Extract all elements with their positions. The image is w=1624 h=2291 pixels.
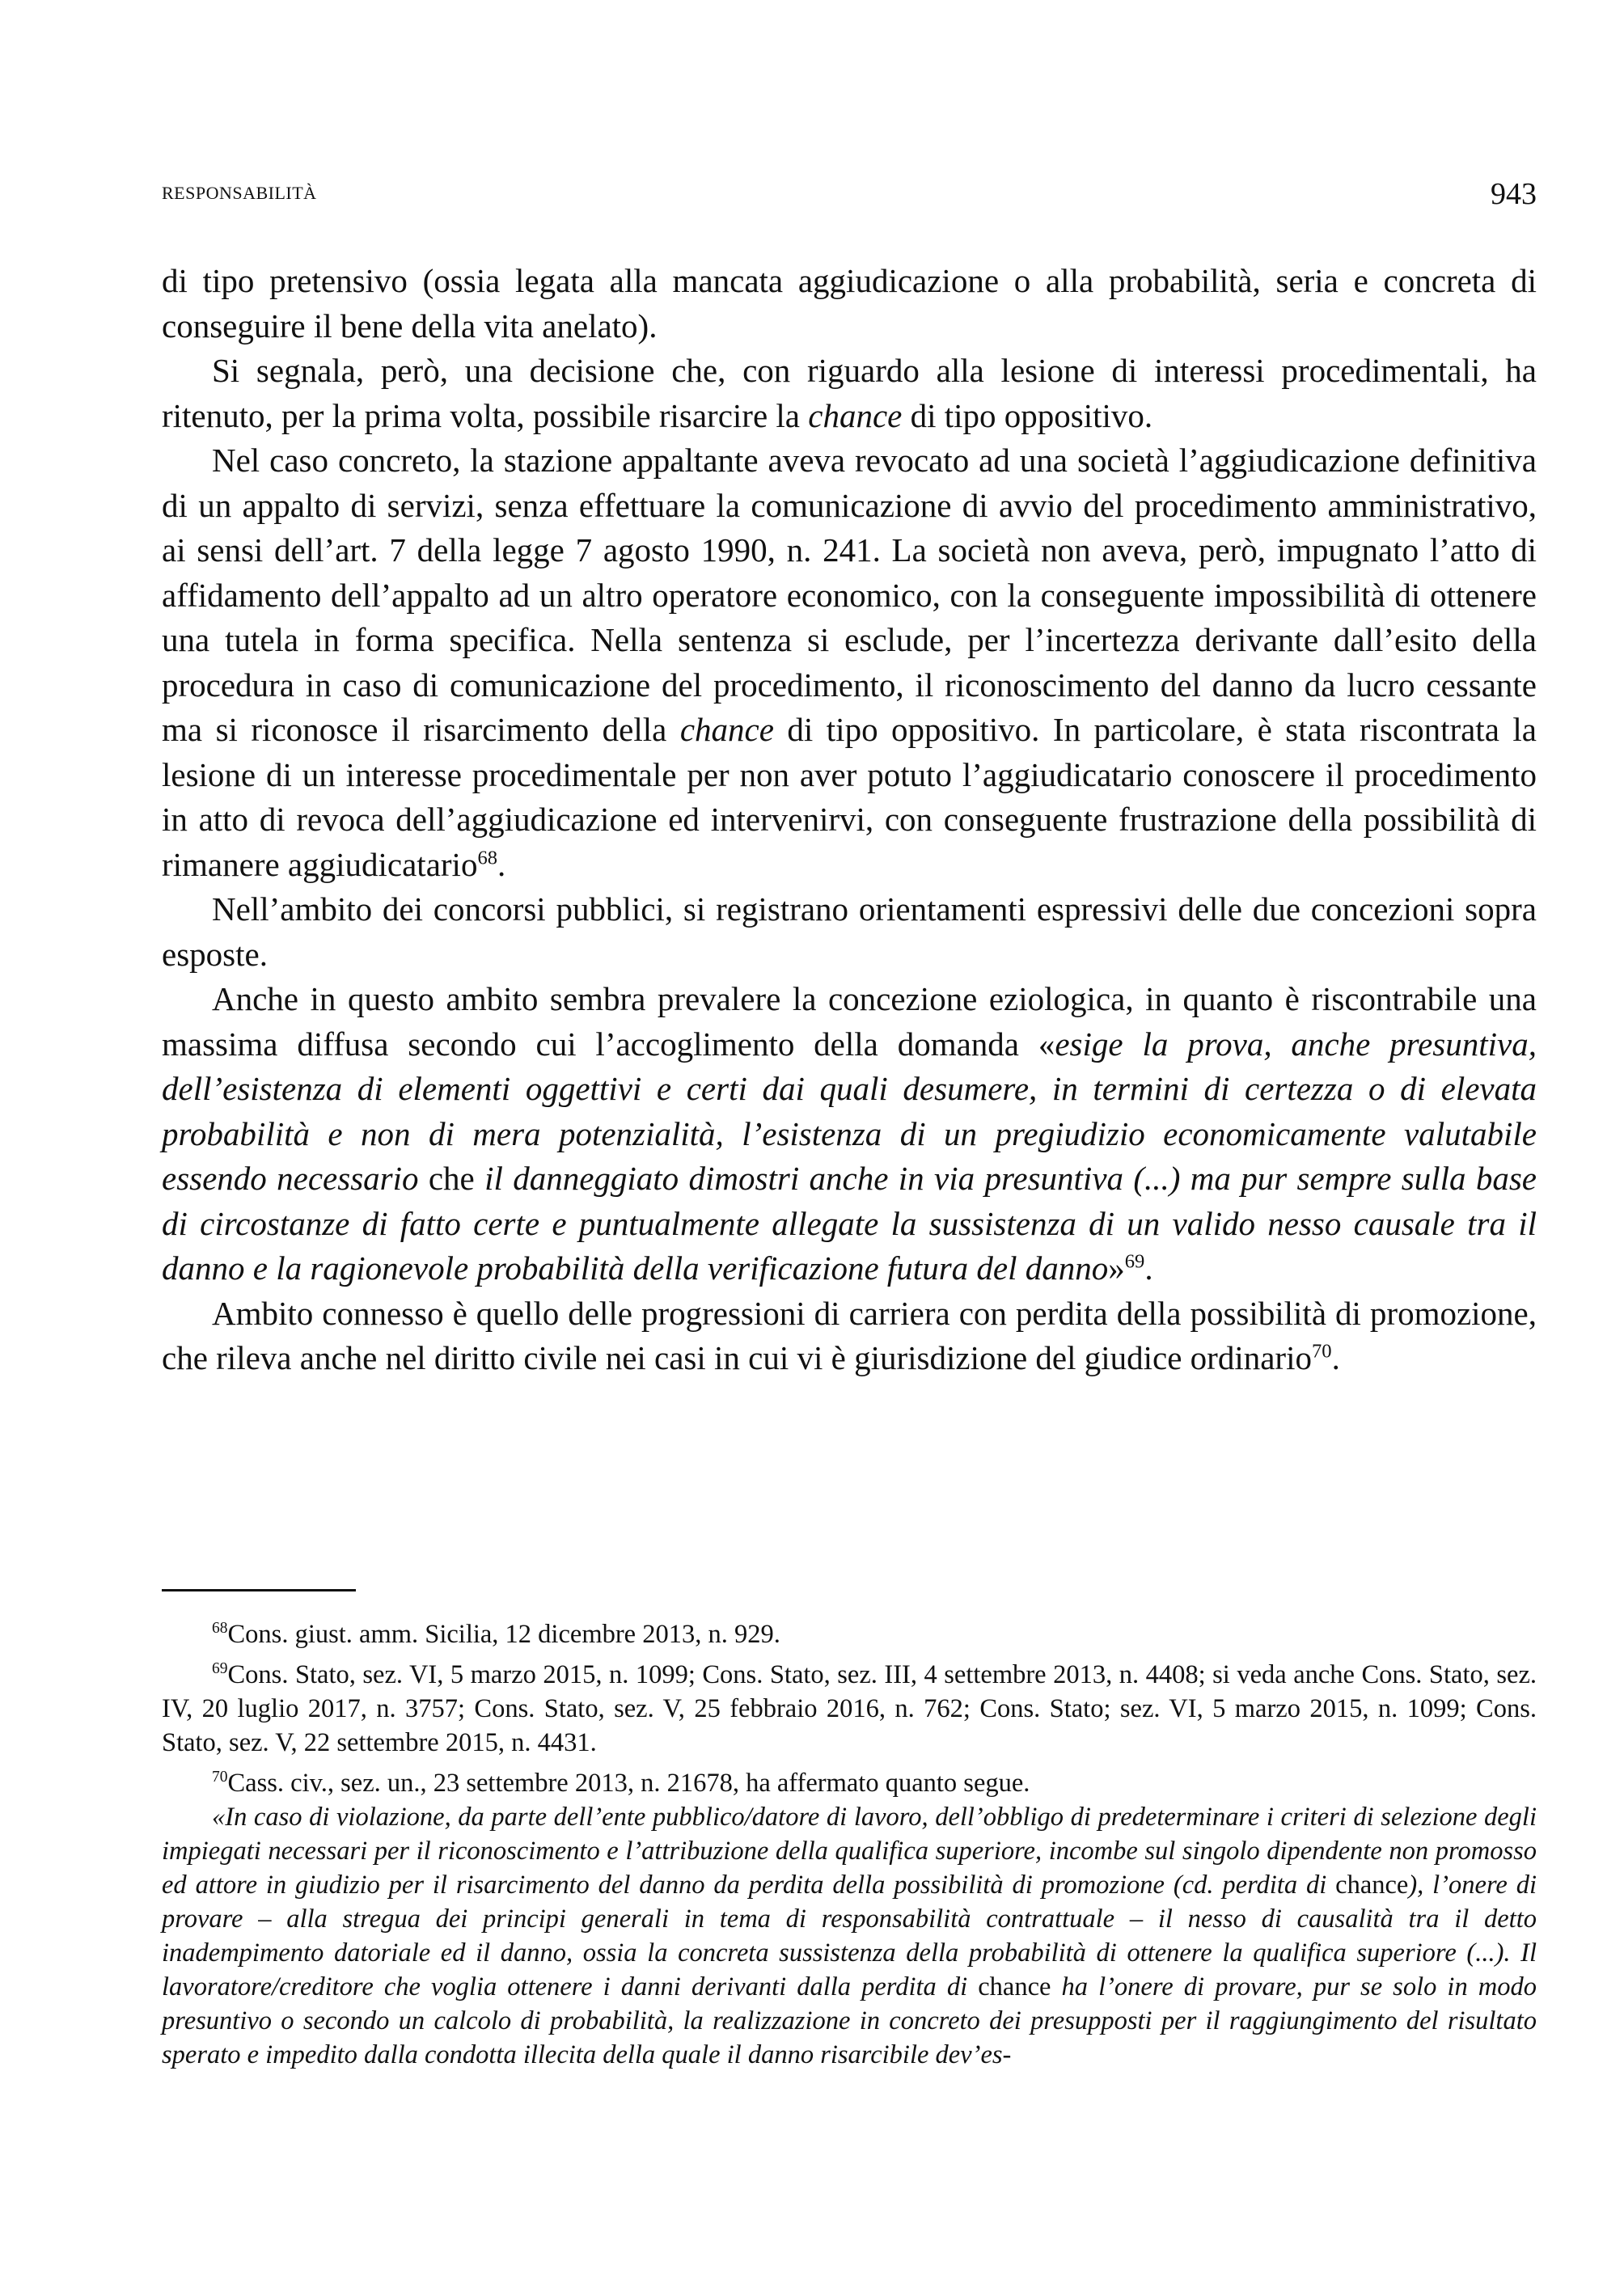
paragraph [162, 887, 1537, 977]
footnote-ref[interactable]: 68 [477, 846, 498, 869]
punctuation: . [1144, 1249, 1153, 1287]
paragraph [162, 438, 1537, 887]
body-text [162, 259, 1537, 1381]
italic-term: chance [808, 396, 903, 434]
paragraph-text: che [418, 1160, 485, 1197]
quote-text: In caso di violazione, da parte dell’ente pubblico/datore di lavoro, dell’obbligo di predeterminare i criteri di selezione degli impiegati necessari per il riconoscimento e l’attribuzione della qualifica superiore, incombe sul singolo dipendente non promosso ed attore in giudizio per il risarcimento del danno da perdita della possibilità di promozione (cd. perdita di [162, 1803, 1537, 1900]
paragraph-text: Anche in questo ambito sembra prevalere la concezione eziologica, in quanto è riscontrabile una massima diffusa secondo cui l’accoglimento della domanda « [162, 980, 1537, 1063]
quote-text: ), l’onere di provare – alla stregua dei principi generali in tema di responsabilità contrattuale – il nesso di causalità tra il detto inadempimento datoriale ed il danno, ossia la concreta sussistenza della probabilità di ottenere la qualifica superiore (...). Il lavoratore/creditore che voglia ottenere i danni derivanti dalla perdita di [162, 1870, 1537, 2001]
footnote-number: 69 [212, 1660, 228, 1678]
paragraph [162, 1291, 1537, 1381]
italic-quote: esige la prova, anche presuntiva, dell’esistenza di elementi oggettivi e certi dai quali desumere, in termini di certezza o di elevata probabilità e non di mera potenzialità, l’esistenza di un pregiudizio economicamente valutabile essendo necessario [162, 1025, 1537, 1197]
paragraph-text: Nell’ambito dei concorsi pubblici, si registrano orientamenti espressivi delle due concezioni sopra esposte. [162, 890, 1537, 973]
quote-text: ha l’onere di provare, pur se solo in modo presuntivo o secondo un calcolo di probabilità, la realizzazione in concreto dei presupposti per il raggiungimento del risultato sperato e impedito dalla condotta illecita della quale il danno risarcibile dev’es- [162, 1972, 1537, 2069]
footnote-number: 68 [212, 1620, 228, 1638]
quote-close: » [1108, 1249, 1125, 1287]
footnotes [162, 1617, 1537, 2078]
paragraph-text: Ambito connesso è quello delle progressioni di carriera con perdita della possibilità di promozione, che rileva anche nel diritto civile nei casi in cui vi è giurisdizione del giudice ordinario [162, 1294, 1537, 1376]
punctuation: . [497, 845, 506, 883]
roman-term: chance [1335, 1870, 1409, 1900]
footnote-ref[interactable]: 70 [1311, 1340, 1332, 1363]
footnote-text: Cons. Stato, sez. VI, 5 marzo 2015, n. 1099; Cons. Stato, sez. III, 4 settembre 2013, n. 4408; si veda anche Cons. Stato, sez. IV, 20 luglio 2017, n. 3757; Cons. Stato, sez. V, 25 febbraio 2016, n. 762; Cons. Stato; sez. VI, 5 marzo 2015, n. 1099; Cons. Stato, sez. V, 22 settembre 2015, n. 4431. [162, 1660, 1537, 1757]
footnote-number: 70 [212, 1769, 228, 1786]
paragraph-text: di tipo pretensivo (ossia legata alla mancata aggiudicazione o alla probabilità, seria e concreta di conseguire il bene della vita anelato). [162, 262, 1537, 344]
roman-term: chance [978, 1972, 1051, 2001]
paragraph [162, 349, 1537, 438]
quote-open: « [212, 1803, 226, 1832]
footnote-text: Cons. giust. amm. Sicilia, 12 dicembre 2013, n. 929. [227, 1620, 780, 1649]
footnote-separator [162, 1589, 356, 1591]
footnote-ref[interactable]: 69 [1124, 1250, 1145, 1273]
paragraph [162, 977, 1537, 1291]
italic-term: chance [679, 711, 774, 748]
footnote [162, 1617, 1537, 1651]
punctuation: . [1331, 1339, 1340, 1376]
running-head [162, 176, 1537, 209]
paragraph-text: Nel caso concreto, la stazione appaltante aveva revocato ad una società l’aggiudicazione definitiva di un appalto di servizi, senza effettuare la comunicazione di avvio del procedimento amministrativo, ai sensi dell’art. 7 della legge 7 agosto 1990, n. 241. La società non aveva, però, impugnato l’atto di affidamento dell’appalto ad un altro operatore economico, con la conseguente impossibilità di ottenere una tutela in forma specifica. Nella sentenza si esclude, per l’incertezza derivante dall’esito della procedura in caso di comunicazione del procedimento, il riconoscimento del danno da lucro cessante ma si riconosce il risarcimento della [162, 442, 1537, 748]
page-number: 943 [1491, 177, 1537, 211]
running-title: RESPONSABILITÀ [162, 183, 317, 203]
paragraph-text: di tipo oppositivo. In particolare, è stata riscontrata la lesione di un interesse procedimentale per non aver potuto l’aggiudicatario conoscere il procedimento in atto di revoca dell’aggiudicazione ed intervenirvi, con conseguente frustrazione della possibilità di rimanere aggiudicatario [162, 711, 1537, 883]
paragraph [162, 259, 1537, 349]
footnote-text: Cass. civ., sez. un., 23 settembre 2013, n. 21678, ha affermato quanto segue. [227, 1769, 1030, 1798]
footnote [162, 1658, 1537, 1760]
footnote [162, 1766, 1537, 1800]
paragraph-text: Si segnala, però, una decisione che, con riguardo alla lesione di interessi procedimentali, ha ritenuto, per la prima volta, possibile risarcire la [162, 352, 1537, 434]
italic-quote: il danneggiato dimostri anche in via presuntiva (...) ma pur sempre sulla base di circostanze di fatto certe e puntualmente allegate la sussistenza di un valido nesso causale tra il danno e la ragionevole probabilità della verificazione futura del danno [162, 1160, 1537, 1287]
footnote-quote [162, 1800, 1537, 2072]
paragraph-text: di tipo oppositivo. [902, 396, 1153, 434]
